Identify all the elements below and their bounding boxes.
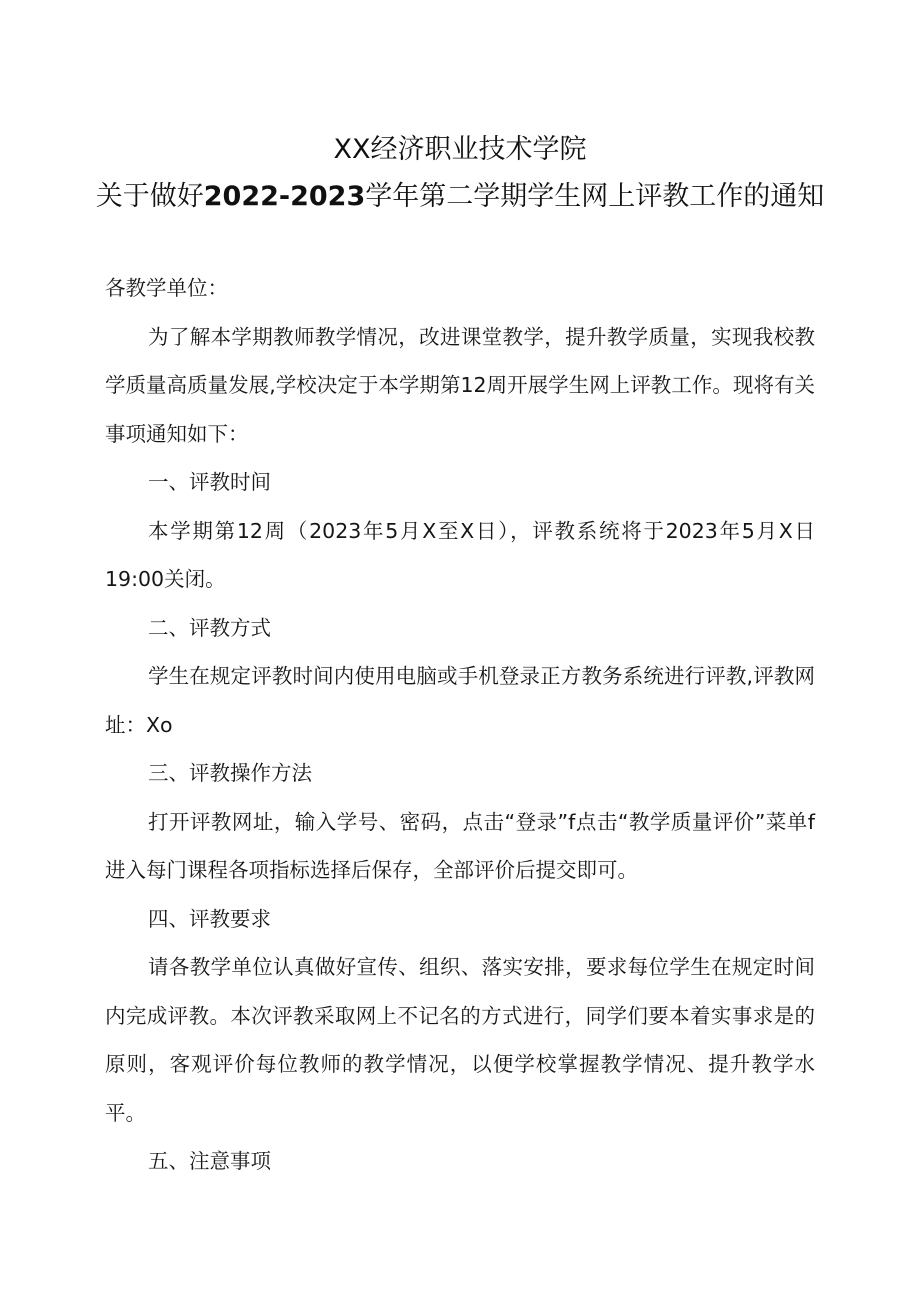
title-prefix: 关于做好 xyxy=(95,181,204,212)
section-text-requirements: 请各教学单位认真做好宣传、组织、落实安排，要求每位学生在规定时间内完成评教。本次评教采取网上不记名的方式进行，同学们要本着实事求是的原则，客观评价每位教师的教学情况，以便学校掌握教学情况、提升教学水平。 xyxy=(105,955,815,1125)
document-body xyxy=(105,264,815,1186)
document-title-notice xyxy=(90,180,830,214)
section-text-method: 学生在规定评教时间内使用电脑或手机登录正方教务系统进行评教,评教网址：Xo xyxy=(105,664,815,737)
section-text-operation: 打开评教网址，输入学号、密码，点击“登录”f点击“教学质量评价”菜单f进入每门课程各项指标选择后保存，全部评价后提交即可。 xyxy=(105,809,815,882)
section-heading-requirements: 四、评教要求 xyxy=(148,906,271,931)
section-text-time: 本学期第12周（2023年5月X至X日），评教系统将于2023年5月X日19:00关闭。 xyxy=(105,518,815,591)
salutation: 各教学单位： xyxy=(105,276,228,300)
institution-name: XX经济职业技术学院 xyxy=(333,134,587,165)
section-heading-notes: 五、注意事项 xyxy=(148,1149,271,1173)
document-title-institution xyxy=(90,133,830,167)
title-suffix: 学年第二学期学生网上评教工作的通知 xyxy=(365,181,825,212)
section-heading-method: 二、评教方式 xyxy=(148,615,271,640)
intro-paragraph: 为了解本学期教师教学情况，改进课堂教学，提升教学质量，实现我校教学质量高质量发展,学校决定于本学期第12周开展学生网上评教工作。现将有关事项通知如下： xyxy=(105,324,815,446)
section-heading-time: 一、评教时间 xyxy=(148,470,271,494)
title-academic-years: 2022-2023 xyxy=(203,181,366,212)
section-heading-operation: 三、评教操作方法 xyxy=(148,761,312,785)
